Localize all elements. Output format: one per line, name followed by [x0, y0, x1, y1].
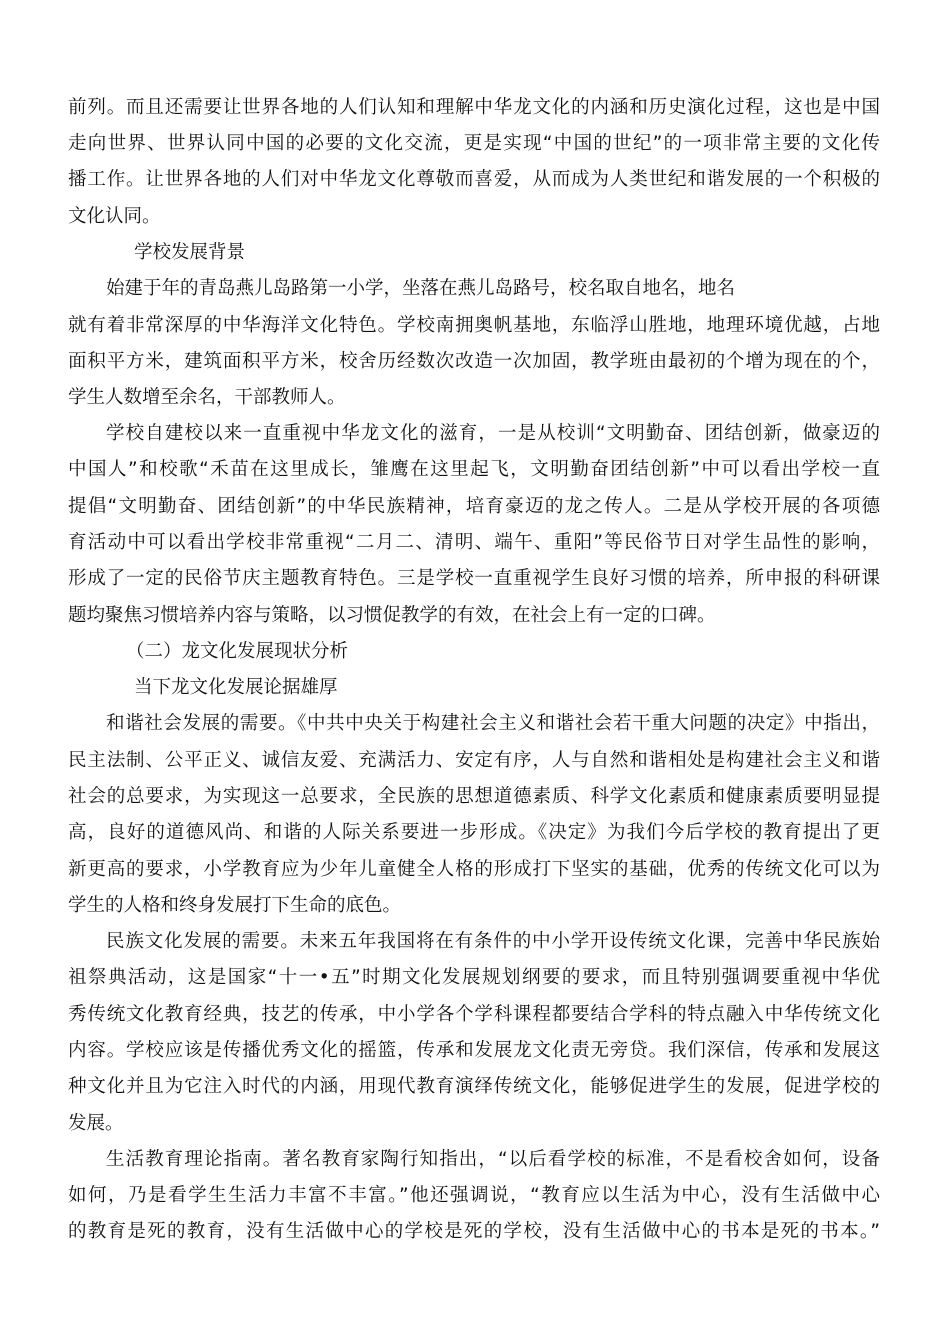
text-line: 社会的总要求，为实现这一总要求，全民族的思想道德素质、科学文化素质和健康素质要明显提 [68, 786, 880, 807]
text-line: 育活动中可以看出学校非常重视“二月二、清明、端午、重阳”等民俗节日对学生品性的影响， [68, 532, 880, 553]
text-line: 民族文化发展的需要。未来五年我国将在有条件的中小学开设传统文化课，完善中华民族始 [106, 931, 880, 952]
text-line: 和谐社会发展的需要。《中共中央关于构建社会主义和谐社会若干重大问题的决定》中指出， [106, 713, 880, 734]
text-line: 题均聚焦习惯培养内容与策略，以习惯促教学的有效，在社会上有一定的口碑。 [68, 605, 716, 626]
text-line: 前列。而且还需要让世界各地的人们认知和理解中华龙文化的内涵和历史演化过程，这也是中国 [68, 97, 880, 118]
text-line: 面积平方米，建筑面积平方米，校舍历经数次改造一次加固，教学班由最初的个增为现在的个， [68, 351, 880, 372]
text-line: 秀传统文化教育经典，技艺的传承，中小学各个学科课程都要结合学科的特点融入中华传统文化 [68, 1004, 880, 1025]
text-line: 文化认同。 [68, 206, 161, 227]
text-line: 如何，乃是看学生生活力丰富不丰富。”他还强调说，“教育应以生活为中心，没有生活做中心 [68, 1185, 880, 1206]
text-line: 形成了一定的民俗节庆主题教育特色。三是学校一直重视学生良好习惯的培养，所申报的科研课 [68, 568, 880, 589]
text-line: 生活教育理论指南。著名教育家陶行知指出，“以后看学校的标准，不是看校舍如何，设备 [106, 1149, 880, 1170]
text-line: 学生人数增至余名，干部教师人。 [68, 387, 346, 408]
text-line: 种文化并且为它注入时代的内涵，用现代教育演绎传统文化，能够促进学生的发展，促进学校的 [68, 1076, 880, 1097]
text-line: 始建于年的青岛燕儿岛路第一小学，坐落在燕儿岛路号，校名取自地名，地名 [106, 278, 736, 299]
text-line: 内容。学校应该是传播优秀文化的摇篮，传承和发展龙文化责无旁贷。我们深信，传承和发展这 [68, 1040, 880, 1061]
text-line: 发展。 [68, 1113, 124, 1134]
text-line: 播工作。让世界各地的人们对中华龙文化尊敬而喜爱，从而成为人类世纪和谐发展的一个积极的 [68, 169, 880, 190]
text-line: 走向世界、世界认同中国的必要的文化交流，更是实现“中国的世纪”的一项非常主要的文化传 [68, 133, 880, 154]
text-line: 高，良好的道德风尚、和谐的人际关系要进一步形成。《决定》为我们今后学校的教育提出了更 [68, 822, 880, 843]
text-line: 学生的人格和终身发展打下生命的底色。 [68, 895, 402, 916]
text-line: 新更高的要求，小学教育应为少年儿童健全人格的形成打下坚实的基础，优秀的传统文化可以为 [68, 859, 880, 880]
sub-heading: 当下龙文化发展论据雄厚 [134, 677, 338, 698]
text-line: 民主法制、公平正义、诚信友爱、充满活力、安定有序，人与自然和谐相处是构建社会主义和谐 [68, 750, 880, 771]
text-line: 的教育是死的教育，没有生活做中心的学校是死的学校，没有生活做中心的书本是死的书本。” [68, 1221, 880, 1242]
text-line: 中国人”和校歌“禾苗在这里成长，雏鹰在这里起飞，文明勤奋团结创新”中可以看出学校一直 [68, 459, 880, 480]
text-line: 祖祭典活动，这是国家“十一•五”时期文化发展规划纲要的要求，而且特别强调要重视中华优 [68, 967, 880, 988]
text-line: 就有着非常深厚的中华海洋文化特色。学校南拥奥帆基地，东临浮山胜地，地理环境优越，占地 [68, 315, 880, 336]
section-heading: 学校发展背景 [134, 242, 246, 263]
text-line: 提倡“文明勤奋、团结创新”的中华民族精神，培育豪迈的龙之传人。二是从学校开展的各项德 [68, 496, 880, 517]
section-heading: （二）龙文化发展现状分析 [126, 641, 349, 662]
text-line: 学校自建校以来一直重视中华龙文化的滋育，一是从校训“文明勤奋、团结创新，做豪迈的 [106, 423, 880, 444]
